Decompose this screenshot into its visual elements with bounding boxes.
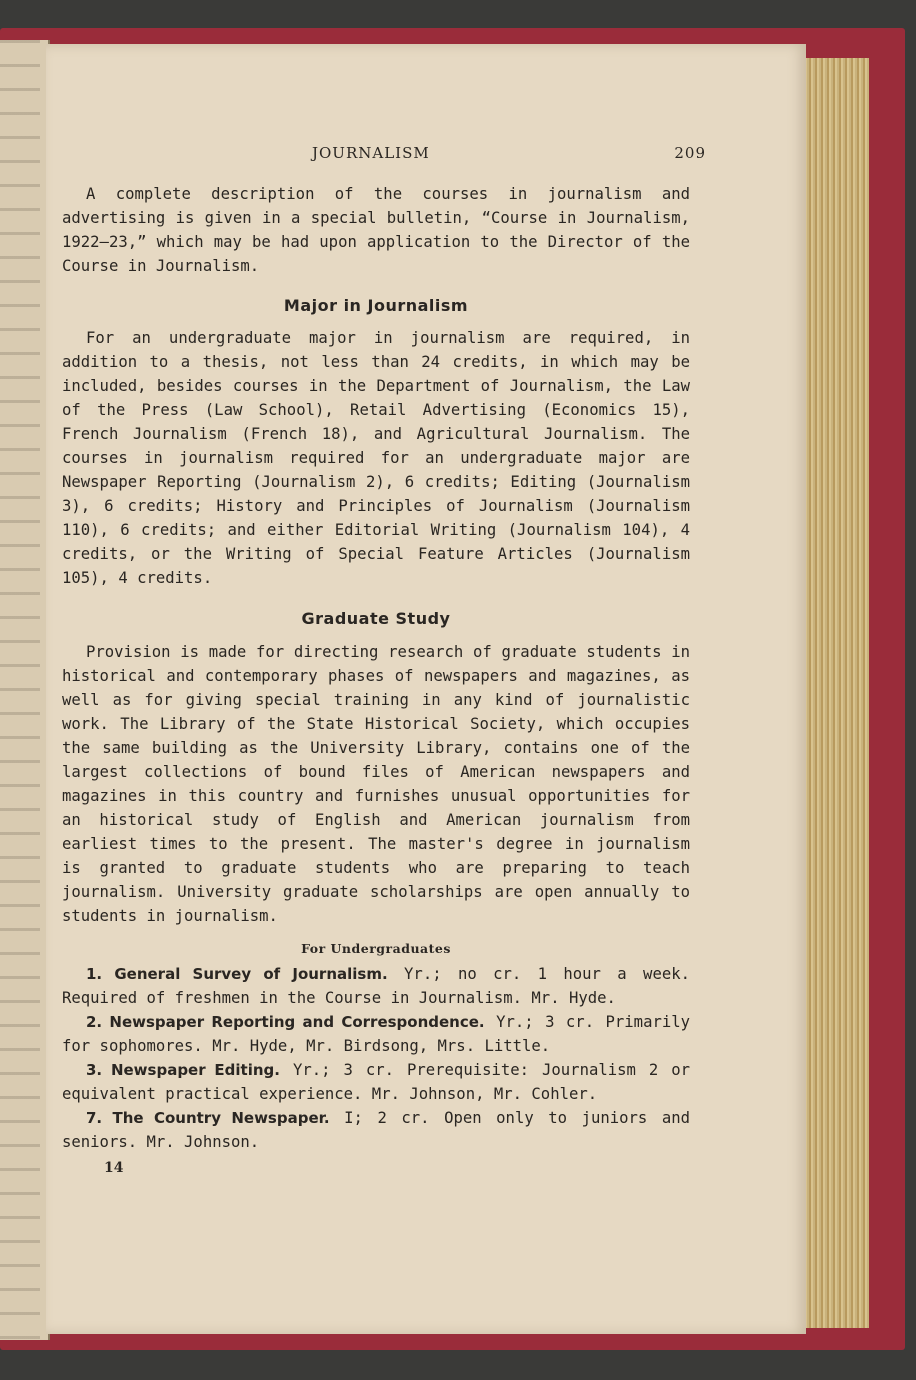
course-title: 7. The Country Newspaper. xyxy=(86,1109,330,1127)
facing-page-edge xyxy=(0,40,50,1340)
course-title: 3. Newspaper Editing. xyxy=(86,1061,280,1079)
undergrad-heading: For Undergraduates xyxy=(301,941,451,956)
book-page xyxy=(46,44,806,1334)
graduate-heading: Graduate Study xyxy=(301,609,451,628)
course-entry xyxy=(62,962,690,1010)
course-details: I; 2 cr. Open only to juniors and seniors. Mr. Johnson. xyxy=(62,1109,690,1151)
intro-text: A complete description of the courses in journalism and advertising is given in a special bulletin, “Course in Journalism, 1922–23,” which may be had upon application to the Director of the Course in Journalism. xyxy=(62,185,690,275)
major-text: For an undergraduate major in journalism are required, in addition to a thesis, not less than 24 credits, in which may be included, besides courses in the Department of Journalism, the Law of the Press (Law School), Retail Advertising (Economics 15), French Journalism (French 18), and Agricultural Journalism. The courses in journalism required for an undergraduate major are Newspaper Reporting (Journalism 2), 6 credits; Editing (Journalism 3), 6 credits; History and Principles of Journalism (Journalism 110), 6 credits; and either Editorial Writing (Journalism 104), 4 credits, or the Writing of Special Feature Articles (Journalism 105), 4 credits. xyxy=(62,329,690,587)
signature-folio: 14 xyxy=(104,1160,124,1176)
major-heading: Major in Journalism xyxy=(283,296,469,315)
facing-page-bleed xyxy=(0,40,40,1340)
graduate-paragraph xyxy=(62,640,690,928)
intro-paragraph xyxy=(62,182,690,278)
page-header xyxy=(62,144,706,164)
running-title: JOURNALISM xyxy=(312,144,430,162)
course-title: 2. Newspaper Reporting and Correspondence. xyxy=(86,1013,485,1031)
course-entry xyxy=(62,1010,690,1058)
course-details: Yr.; no cr. 1 hour a week. Required of freshmen in the Course in Journalism. Mr. Hyde. xyxy=(62,965,690,1007)
course-details: Yr.; 3 cr. Primarily for sophomores. Mr. Hyde, Mr. Birdsong, Mrs. Little. xyxy=(62,1013,691,1055)
graduate-text: Provision is made for directing research of graduate students in historical and contemporary phases of newspapers and magazines, as well as for giving special training in any kind of journalistic work. The Library of the State Historical Society, which occupies the same building as the University Library, contains one of the largest collections of bound files of American newspapers and magazines in this country and furnishes unusual opportunities for an historical study of English and American journalism from earliest times to the present. The master's degree in journalism is granted to graduate students who are preparing to teach journalism. University graduate scholarships are open annually to students in journalism. xyxy=(62,643,690,925)
course-entry xyxy=(62,1058,690,1106)
page-number: 209 xyxy=(674,144,706,162)
course-details: Yr.; 3 cr. Prerequisite: Journalism 2 or equivalent practical experience. Mr. Johnson, Mr. Cohler. xyxy=(62,1061,691,1103)
course-entry xyxy=(62,1106,690,1154)
course-title: 1. General Survey of Journalism. xyxy=(86,965,388,983)
major-paragraph xyxy=(62,326,690,590)
page-block-edges xyxy=(800,58,869,1328)
